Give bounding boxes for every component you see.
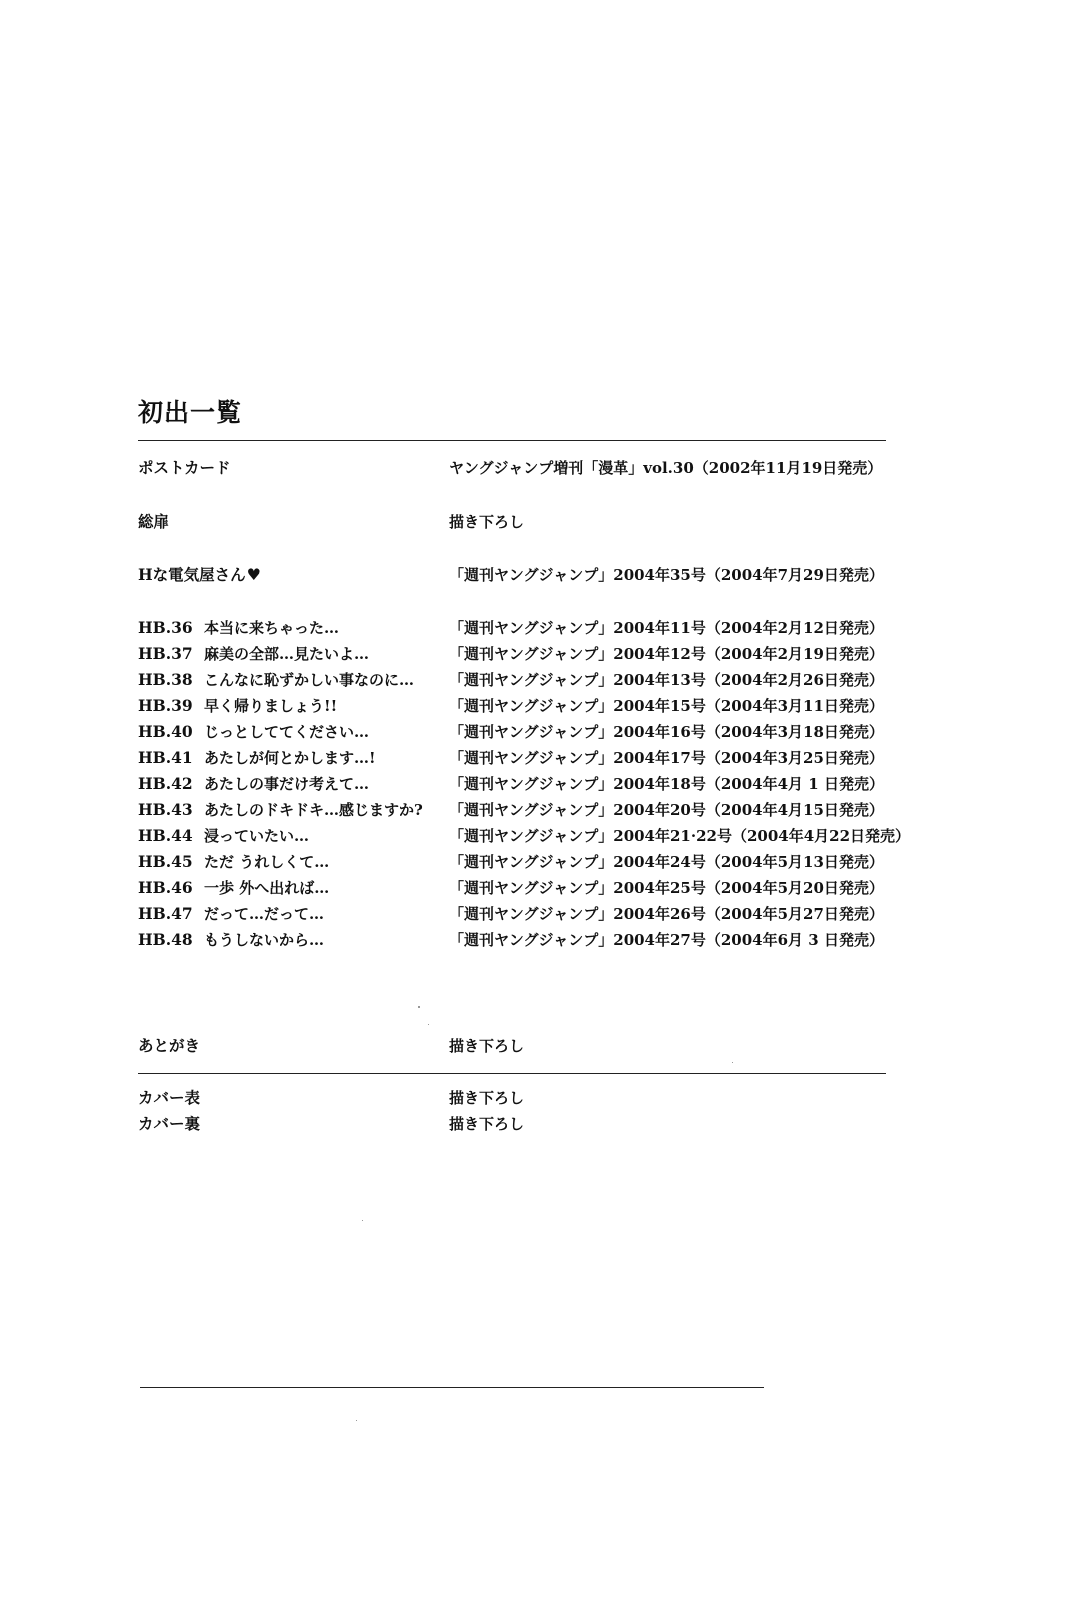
entry-source: 描き下ろし — [449, 1115, 525, 1133]
episode-row — [138, 902, 888, 926]
episode-row — [138, 720, 888, 744]
episode-source: 「週刊ヤングジャンプ」2004年12号（2004年2月19日発売） — [449, 645, 884, 663]
speck — [732, 1062, 733, 1063]
episode-row — [138, 876, 888, 900]
episode-title: 麻美の全部…見たいよ… — [204, 645, 370, 663]
episode-code: HB.44 — [138, 826, 193, 845]
episode-title: 早く帰りましょう!! — [204, 697, 338, 715]
entry-name-text: Hな電気屋さん — [138, 565, 246, 584]
speck — [356, 1420, 357, 1421]
entry-row-cover-back — [138, 1112, 888, 1136]
episode-code: HB.37 — [138, 644, 193, 663]
episode-code: HB.38 — [138, 670, 193, 689]
episode-row — [138, 798, 888, 822]
episode-code: HB.43 — [138, 800, 193, 819]
episode-source: 「週刊ヤングジャンプ」2004年25号（2004年5月20日発売） — [449, 879, 884, 897]
episode-code: HB.42 — [138, 774, 193, 793]
episode-title: 一歩 外へ出れば… — [204, 879, 330, 897]
episode-row — [138, 928, 888, 952]
episode-title: 浸っていたい… — [204, 827, 310, 845]
episode-source: 「週刊ヤングジャンプ」2004年15号（2004年3月11日発売） — [449, 697, 884, 715]
episode-source: 「週刊ヤングジャンプ」2004年20号（2004年4月15日発売） — [449, 801, 884, 819]
episode-source: 「週刊ヤングジャンプ」2004年24号（2004年5月13日発売） — [449, 853, 884, 871]
heart-icon: ♥ — [246, 565, 261, 584]
speck — [418, 1006, 420, 1008]
episode-title: だって…だって… — [204, 905, 325, 923]
entry-name — [138, 563, 261, 587]
entry-source: ヤングジャンプ増刊「漫革」vol.30（2002年11月19日発売） — [449, 459, 883, 477]
episode-row — [138, 746, 888, 770]
entry-source: 描き下ろし — [449, 1037, 525, 1055]
episode-row — [138, 616, 888, 640]
episode-code: HB.41 — [138, 748, 193, 767]
entry-name: あとがき — [138, 1036, 201, 1055]
entry-source: 描き下ろし — [449, 1089, 525, 1107]
episode-row — [138, 824, 911, 848]
episode-title: あたしが何とかします…! — [204, 749, 376, 767]
episode-row — [138, 642, 888, 666]
episode-code: HB.40 — [138, 722, 193, 741]
episode-row — [138, 850, 888, 874]
episode-source: 「週刊ヤングジャンプ」2004年17号（2004年3月25日発売） — [449, 749, 884, 767]
episode-title: もうしないから… — [204, 931, 325, 949]
episode-code: HB.47 — [138, 904, 193, 923]
episode-code: HB.36 — [138, 618, 193, 637]
episode-title: あたしのドキドキ…感じますか? — [204, 801, 423, 819]
episode-source: 「週刊ヤングジャンプ」2004年26号（2004年5月27日発売） — [449, 905, 884, 923]
page-title: 初出一覧 — [138, 398, 243, 427]
entry-row-cover-front — [138, 1086, 888, 1110]
entry-name: ポストカード — [138, 458, 231, 477]
episode-source: 「週刊ヤングジャンプ」2004年21·22号（2004年4月22日発売） — [449, 827, 911, 845]
entry-row-afterword — [138, 1034, 888, 1058]
entry-name: カバー表 — [138, 1088, 201, 1107]
episode-title: こんなに恥ずかしい事なのに… — [204, 671, 415, 689]
episode-title: あたしの事だけ考えて… — [204, 775, 370, 793]
title-divider — [138, 440, 886, 441]
episode-source: 「週刊ヤングジャンプ」2004年11号（2004年2月12日発売） — [449, 619, 884, 637]
episode-source: 「週刊ヤングジャンプ」2004年27号（2004年6月 3 日発売） — [449, 931, 884, 949]
episode-row — [138, 668, 888, 692]
episode-source: 「週刊ヤングジャンプ」2004年16号（2004年3月18日発売） — [449, 723, 884, 741]
entry-row-main-title — [138, 563, 888, 587]
episode-code: HB.45 — [138, 852, 193, 871]
section-divider — [138, 1073, 886, 1074]
episode-title: じっとしててください… — [204, 723, 370, 741]
episode-title: 本当に来ちゃった… — [204, 619, 340, 637]
episode-code: HB.48 — [138, 930, 193, 949]
episode-code: HB.46 — [138, 878, 193, 897]
entry-name: カバー裏 — [138, 1114, 201, 1133]
episode-code: HB.39 — [138, 696, 193, 715]
episode-title: ただ うれしくて… — [204, 853, 330, 871]
entry-source: 「週刊ヤングジャンプ」2004年35号（2004年7月29日発売） — [449, 566, 884, 584]
episode-source: 「週刊ヤングジャンプ」2004年18号（2004年4月 1 日発売） — [449, 775, 884, 793]
entry-row-frontispiece — [138, 510, 888, 534]
episode-row — [138, 694, 888, 718]
episode-source: 「週刊ヤングジャンプ」2004年13号（2004年2月26日発売） — [449, 671, 884, 689]
entry-row-postcard — [138, 456, 888, 480]
speck — [428, 1024, 429, 1025]
entry-source: 描き下ろし — [449, 513, 525, 531]
episode-row — [138, 772, 888, 796]
speck — [362, 1220, 363, 1221]
bottom-divider — [140, 1387, 764, 1388]
entry-name: 総扉 — [138, 512, 170, 531]
